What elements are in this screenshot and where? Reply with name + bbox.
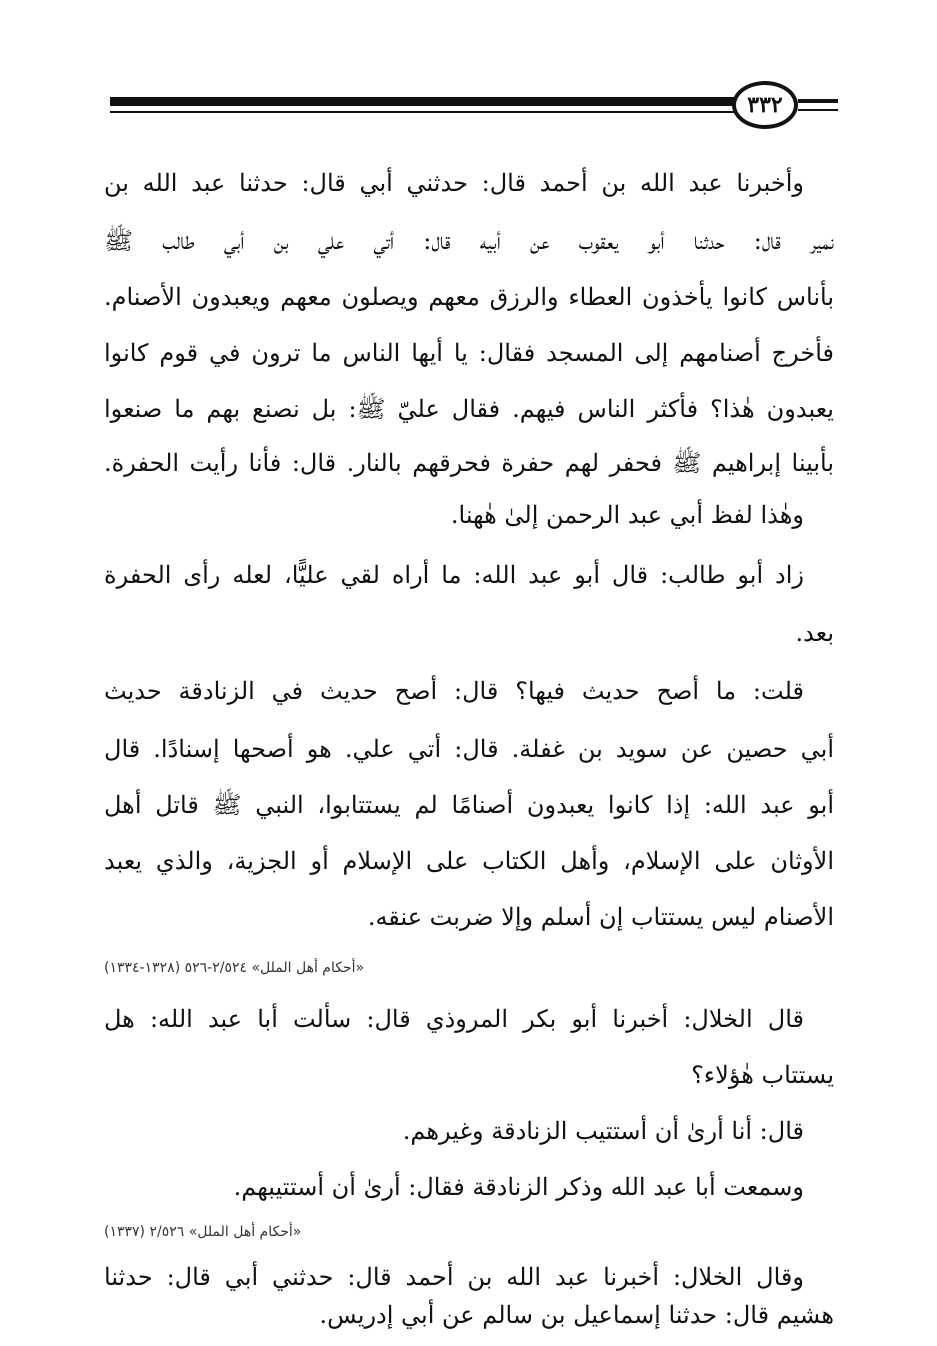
text-line: الأصنام ليس يستتاب إن أسلم وإلا ضربت عنقه.	[367, 903, 834, 931]
text-line: هشيم قال: حدثنا إسماعيل بن سالم عن أبي إدريس.	[319, 1301, 834, 1329]
text-line: يعبدون هٰذا؟ فأكثر الناس فيهم. فقال عليّ ﷺ: بل نصنع بهم ما صنعوا	[104, 395, 834, 423]
text-line: فأخرج أصنامهم إلى المسجد فقال: يا أيها الناس ما ترون في قوم كانوا	[104, 339, 834, 367]
text-line: بعد.	[795, 619, 834, 647]
text-line: أبو عبد الله: إذا كانوا يعبدون أصنامًا لم يستتابوا، النبي ﷺ قاتل أهل	[104, 791, 834, 819]
text-line: وهٰذا لفظ أبي عبد الرحمن إلىٰ هٰهنا.	[450, 501, 804, 529]
text-line: نمير قال: حدثنا أبو يعقوب عن أبيه قال: أتي علي بن أبي طالب ﷺ	[104, 227, 834, 255]
text-line: بأبينا إبراهيم ﷺ فحفر لهم حفرة فحرقهم بالنار. قال: فأنا رأيت الحفرة.	[104, 449, 835, 477]
text-line: الأوثان على الإسلام، وأهل الكتاب على الإسلام أو الجزية، والذي يعبد	[104, 847, 834, 875]
header-rule-thin	[110, 111, 738, 113]
citation: «أحكام أهل الملل» ٢/٥٢٦ (١٣٣٧)	[104, 1224, 302, 1240]
text-line: زاد أبو طالب: قال أبو عبد الله: ما أراه لقي عليًّا، لعله رأى الحفرة	[104, 561, 804, 589]
text-line: قال: أنا أرىٰ أن أستتيب الزنادقة وغيرهم.	[402, 1117, 804, 1145]
text-line: وسمعت أبا عبد الله وذكر الزنادقة فقال: أرىٰ أن أستتيبهم.	[233, 1173, 804, 1201]
text-line: وأخبرنا عبد الله بن أحمد قال: حدثني أبي قال: حدثنا عبد الله بن	[104, 169, 804, 197]
text-line: أبي حصين عن سويد بن غفلة. قال: أتي علي. هو أصحها إسنادًا. قال	[104, 735, 834, 763]
header-rule-right-thin	[798, 109, 838, 111]
text-line: بأناس كانوا يأخذون العطاء والرزق معهم ويصلون معهم ويعبدون الأصنام.	[104, 283, 834, 311]
page-number: ٣٣٢	[732, 81, 798, 129]
header-rule-right	[798, 99, 838, 103]
text-line: قال الخلال: أخبرنا أبو بكر المروذي قال: سألت أبا عبد الله: هل	[104, 1005, 804, 1033]
text-line: قلت: ما أصح حديث فيها؟ قال: أصح حديث في الزنادقة حديث	[104, 677, 804, 705]
text-line: يستتاب هٰؤلاء؟	[691, 1061, 834, 1089]
page-header	[98, 78, 838, 136]
text-line: وقال الخلال: أخبرنا عبد الله بن أحمد قال: حدثني أبي قال: حدثنا	[104, 1263, 804, 1291]
header-rule-thick	[110, 97, 738, 106]
citation: «أحكام أهل الملل» ٢/٥٢٤-٥٢٦ (١٣٢٨-١٣٣٤)	[104, 960, 365, 976]
